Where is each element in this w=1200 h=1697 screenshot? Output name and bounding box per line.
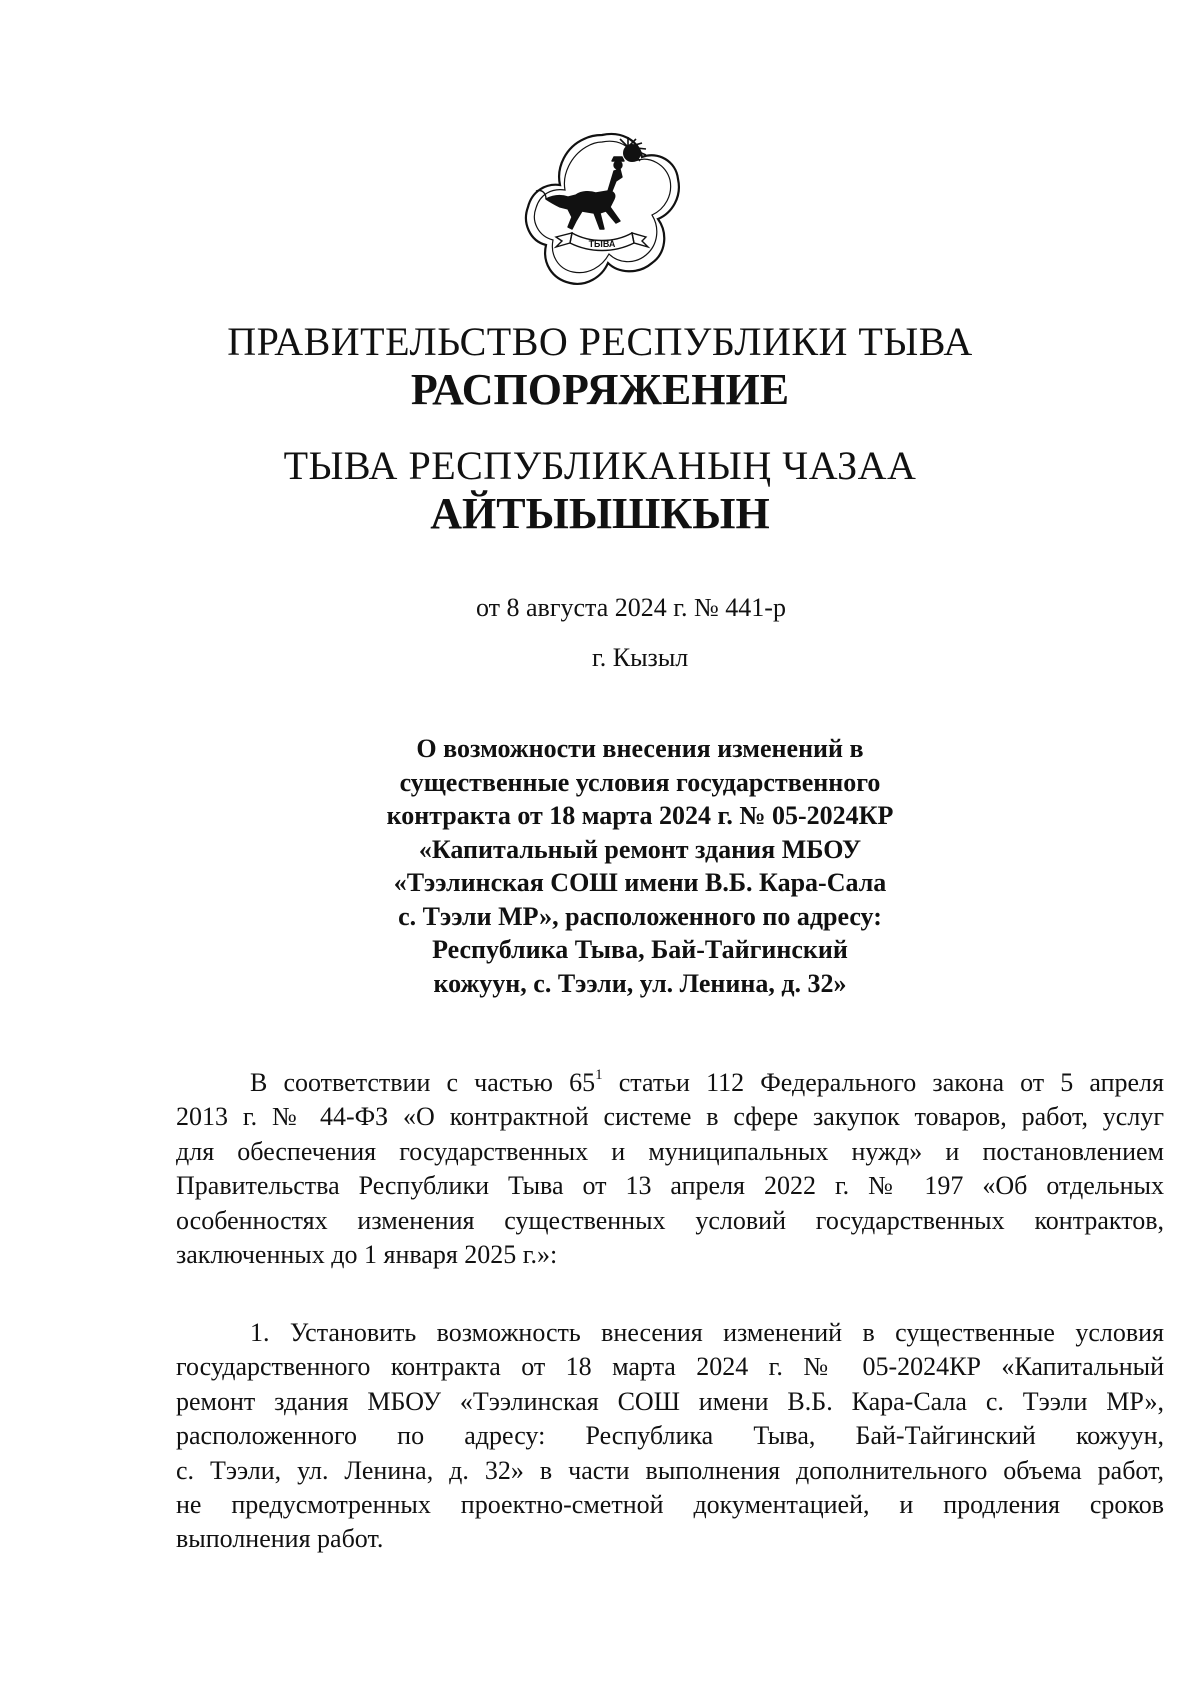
subject-line: О возможности внесения изменений в: [416, 734, 864, 763]
item-line: не предусмотренных проектно-сметной документацией, и продления сроков: [176, 1490, 1164, 1520]
document-city: г. Кызыл: [592, 643, 689, 672]
preamble-line: Правительства Республики Тыва от 13 апреля 2022 г. № 197 «Об отдельных: [176, 1171, 1164, 1201]
subject-line: «Капитальный ремонт здания МБОУ: [418, 834, 862, 864]
subject-line: Республика Тыва, Бай-Тайгинский: [432, 935, 848, 964]
preamble-line-text: В соответствии с частью 65: [250, 1068, 596, 1097]
preamble-line: заключенных до 1 января 2025 г.»:: [176, 1240, 558, 1270]
subject-line: контракта от 18 марта 2024 г. № 05-2024КР: [386, 801, 894, 830]
item-line: 1. Установить возможность внесения изменений в существенные условия: [250, 1318, 1164, 1347]
superscript: 1: [595, 1067, 603, 1084]
preamble-line: 2013 г. № 44-ФЗ «О контрактной системе в сфере закупок товаров, работ, услуг: [176, 1102, 1164, 1132]
document-subject: [360, 732, 920, 1000]
coat-of-arms-icon: [516, 125, 688, 297]
item-line: ремонт здания МБОУ «Тээлинская СОШ имени В.Б. Кара-Сала с. Тээли МР»,: [176, 1386, 1164, 1416]
item-1-paragraph: [176, 1316, 1164, 1557]
preamble-line: [176, 1066, 1164, 1100]
item-line: с. Тээли, ул. Ленина, д. 32» в части выполнения дополнительного объема работ,: [176, 1455, 1164, 1485]
item-line: расположенного по адресу: Республика Тыва, Бай-Тайгинский кожуун,: [176, 1421, 1164, 1451]
preamble-line: для обеспечения государственных и муниципальных нужд» и постановлением: [176, 1136, 1164, 1166]
subject-line: существенные условия государственного: [399, 767, 881, 797]
document-type-title: РАСПОРЯЖЕНИЕ: [410, 365, 790, 414]
item-line: выполнения работ.: [176, 1524, 384, 1554]
preamble-paragraph: [176, 1066, 1164, 1272]
item-line: государственного контракта от 18 марта 2024 г. № 05-2024КР «Капитальный: [176, 1352, 1164, 1382]
document-type-title-tyvan: АЙТЫЫШКЫН: [430, 489, 770, 538]
government-title: ПРАВИТЕЛЬСТВО РЕСПУБЛИКИ ТЫВА: [227, 319, 973, 364]
government-title-tyvan: ТЫВА РЕСПУБЛИКАНЫҢ ЧАЗАА: [283, 443, 917, 488]
emblem-ribbon-text: ТЫВА: [588, 239, 616, 249]
preamble-line-text: статьи 112 Федерального закона от 5 апреля: [602, 1068, 1164, 1097]
document-date-number: от 8 августа 2024 г. № 441-р: [476, 593, 786, 622]
subject-line: с. Тээли МР», расположенного по адресу:: [398, 901, 882, 931]
subject-line: кожуун, с. Тээли, ул. Ленина, д. 32»: [433, 968, 847, 998]
preamble-line: особенностях изменения существенных условий государственных контрактов,: [176, 1205, 1164, 1235]
subject-line: «Тээлинская СОШ имени В.Б. Кара-Сала: [393, 868, 887, 897]
